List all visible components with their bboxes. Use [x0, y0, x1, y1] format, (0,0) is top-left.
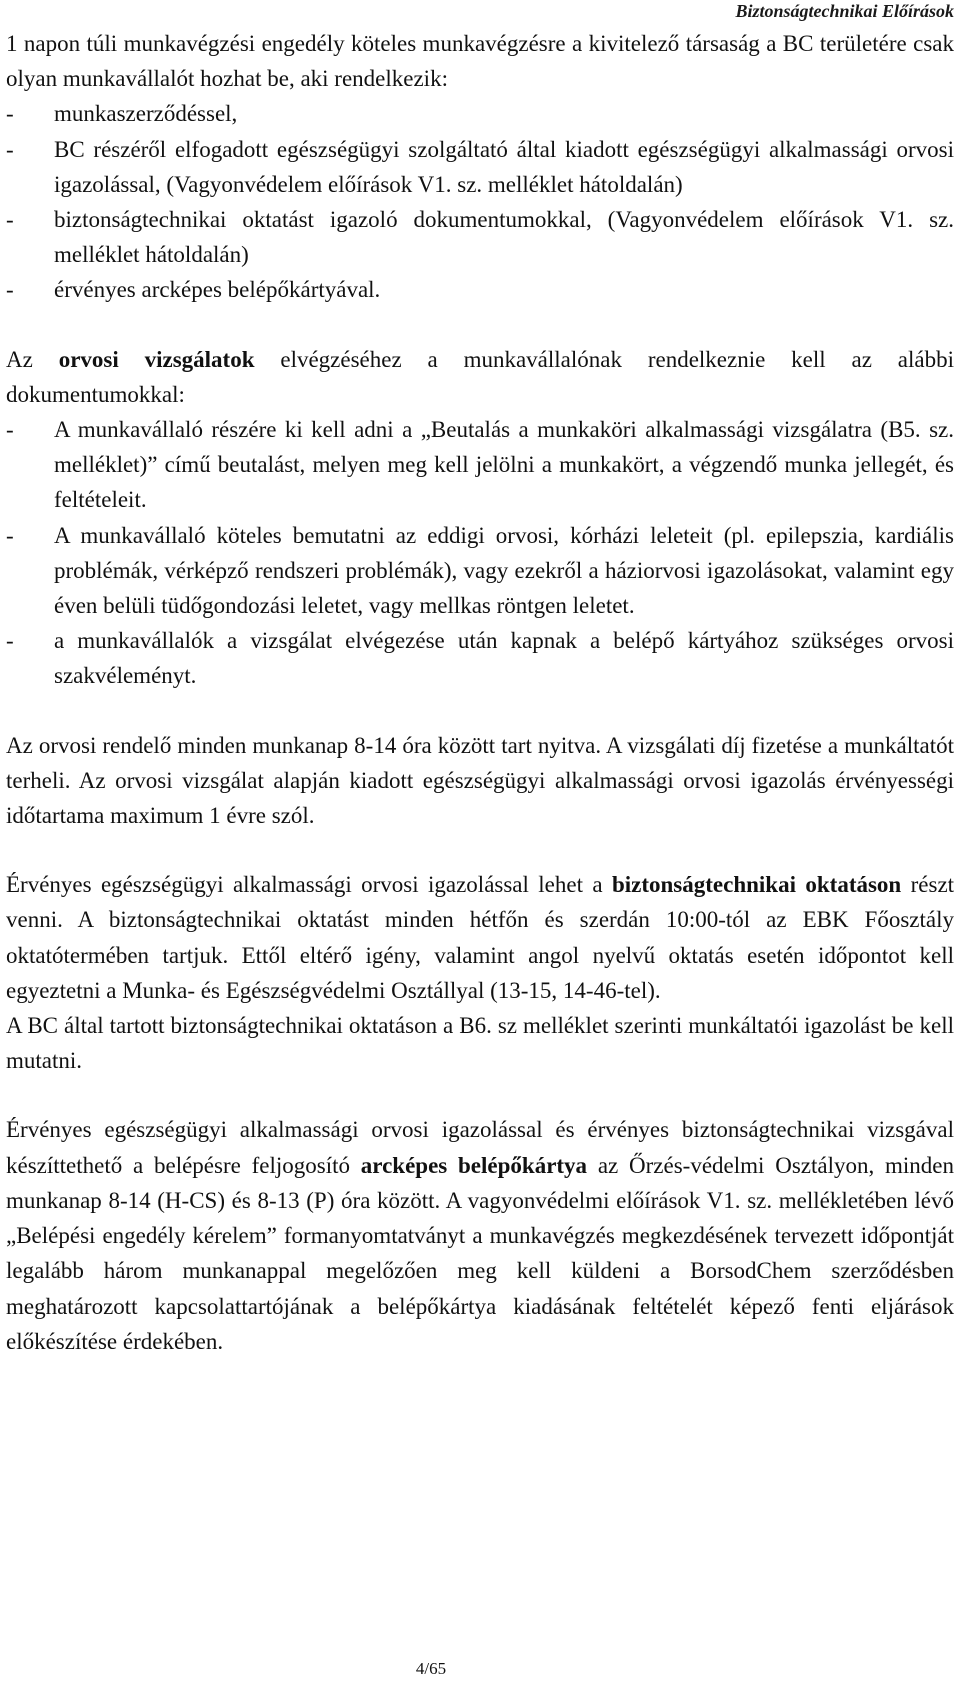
- medical-item: [6, 623, 954, 693]
- office-hours-paragraph: Az orvosi rendelő minden munkanap 8-14 óra között tart nyitva. A vizsgálati díj fizetése a munkáltatót terheli. Az orvosi vizsgálat alapján kiadott egészségügyi alkalmassági orvosi igazolás érvényességi időtartama maximum 1 évre szól.: [6, 732, 954, 829]
- requirement-item: [6, 96, 954, 131]
- requirement-item: [6, 202, 954, 272]
- document-body: [6, 26, 954, 1359]
- requirement-text: BC részéről elfogadott egészségügyi szolgáltató által kiadott egészségügyi alkalmassági orvosi igazolással, (Vagyonvédelem előírások V1. sz. melléklet hátoldalán): [54, 136, 954, 197]
- medical-item: [6, 412, 954, 518]
- list-dash: -: [6, 207, 14, 233]
- requirement-text: munkaszerződéssel,: [54, 101, 238, 127]
- list-dash: -: [6, 277, 14, 303]
- requirement-text: érvényes arcképes belépőkártyával.: [54, 277, 381, 303]
- medical-item-text: a munkavállalók a vizsgálat elvégezése után kapnak a belépő kártyához szükséges orvosi szakvéleményt.: [54, 628, 954, 689]
- list-dash: -: [6, 101, 14, 127]
- requirement-text: biztonságtechnikai oktatást igazoló dokumentumokkal, (Vagyonvédelem előírások V1. sz. melléklet hátoldalán): [54, 207, 954, 268]
- medical-item-text: A munkavállaló részére ki kell adni a „Beutalás a munkaköri alkalmassági vizsgálatra (B5. sz. melléklet)” című beutalást, melyen meg kell jelölni a munkakört, a végzendő munka jellegét, és feltételeit.: [54, 417, 954, 513]
- list-dash: -: [6, 522, 14, 548]
- requirement-item: [6, 272, 954, 307]
- list-dash: -: [6, 628, 14, 654]
- running-header: Biztonságtechnikai Előírások: [735, 1, 954, 21]
- training-certificate-paragraph: A BC által tartott biztonságtechnikai oktatáson a B6. sz melléklet szerinti munkáltatói igazolást be kell mutatni.: [6, 1013, 954, 1074]
- intro-paragraph: 1 napon túli munkavégzési engedély köteles munkavégzésre a kivitelező társaság a BC területére csak olyan munkavállalót hozhat be, aki rendelkezik:: [6, 31, 954, 92]
- page-number: 4/65: [415, 1659, 447, 1678]
- medical-intro-paragraph: Az orvosi vizsgálatok elvégzéséhez a munkavállalónak rendelkeznie kell az alábbi dokumentumokkal:: [6, 346, 954, 407]
- medical-item-text: A munkavállaló köteles bemutatni az eddigi orvosi, kórházi leleteit (pl. epilepszia, kardiális problémák, vérképző rendszeri problémák), vagy ezekről a háziorvosi igazolásokat, valamint egy éven belüli tüdőgondozási leletet, vagy mellkas röntgen leletet.: [54, 522, 954, 619]
- list-dash: -: [6, 417, 14, 443]
- requirement-item: [6, 132, 954, 202]
- badge-emphasis: arcképes belépőkártya: [360, 1152, 588, 1178]
- medical-exam-emphasis: orvosi vizsgálatok: [58, 346, 255, 372]
- training-paragraph: Érvényes egészségügyi alkalmassági orvosi igazolással lehet a biztonságtechnikai oktatáson részt venni. A biztonságtechnikai oktatást minden hétfőn és szerdán 10:00-tól az EBK Főosztály oktatótermében tartjuk. Ettől eltérő igény, valamint angol nyelvű oktatás esetén időpontot kell egyeztetni a Munka- és Egészségvédelmi Osztállyal (13-15, 14-46-tel).: [6, 872, 955, 1003]
- badge-paragraph: Érvényes egészségügyi alkalmassági orvosi igazolással és érvényes biztonságtechnikai vizsgával készíttethető a belépésre feljogosító arcképes belépőkártya az Őrzés-védelmi Osztályon, minden munkanap 8-14 (H-CS) és 8-13 (P) óra között. A vagyonvédelmi előírások V1. sz. mellékletében lévő „Belépési engedély kérelem” formanyomtatványt a munkavégzés megkezdésének tervezett időpontját legalább három munkanappal megelőzően meg kell küldeni a BorsodChem szerződésben meghatározott kapcsolattartójának a belépőkártya kiadásának feltételét képező fenti eljárások előkészítése érdekében.: [6, 1117, 954, 1354]
- training-emphasis: biztonságtechnikai oktatáson: [611, 872, 902, 898]
- medical-item: [6, 518, 954, 624]
- list-dash: -: [6, 136, 14, 162]
